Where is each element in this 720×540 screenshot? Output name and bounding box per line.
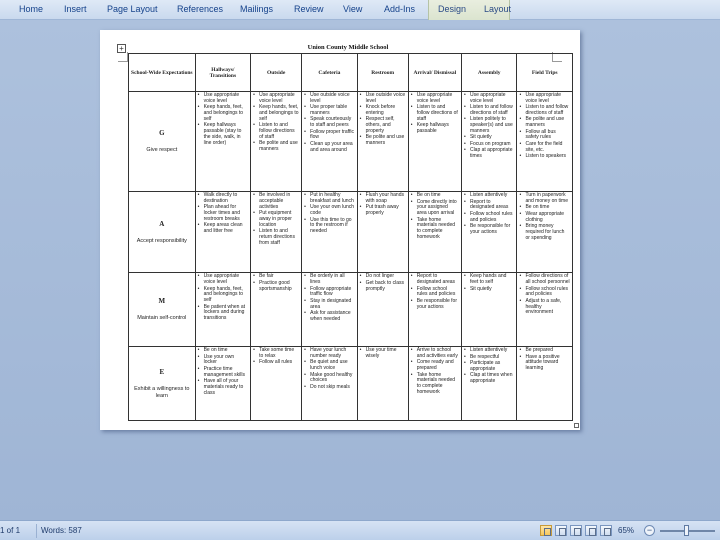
expectation-letter: A bbox=[159, 219, 165, 228]
table-cell-hallways[interactable] bbox=[195, 192, 251, 273]
list-item: • Use your own locker bbox=[198, 355, 249, 367]
expectation-cell[interactable] bbox=[129, 347, 196, 421]
header-cafeteria: Cafeteria bbox=[302, 54, 358, 92]
bullet-list bbox=[198, 93, 249, 146]
list-item: • Be polite and use manners bbox=[253, 141, 299, 153]
list-item: • Keep hallways passable bbox=[411, 123, 459, 135]
full-screen-reading-view-button[interactable] bbox=[555, 525, 567, 536]
list-item: • Use outside voice level bbox=[360, 93, 406, 105]
list-item: • Respect self, others, and property bbox=[360, 117, 406, 134]
list-item: • Sit quietly bbox=[464, 287, 515, 293]
list-item: • Put equipment away in proper location bbox=[253, 211, 299, 228]
tab-design[interactable]: Design bbox=[438, 4, 467, 14]
table-cell-restroom[interactable] bbox=[357, 347, 408, 421]
bullet-list bbox=[411, 193, 459, 241]
list-item: • Be polite and use manners bbox=[360, 135, 406, 147]
table-cell-field-trips[interactable] bbox=[517, 273, 573, 347]
bullet-list bbox=[464, 193, 515, 235]
list-item: • Report to designated areas bbox=[464, 200, 515, 212]
table-cell-assembly[interactable] bbox=[461, 92, 517, 192]
list-item: • Do not linger bbox=[360, 274, 406, 280]
expectations-table[interactable] bbox=[128, 53, 573, 421]
list-item: • Take home materials needed to complete homework bbox=[411, 218, 459, 241]
list-item: • Be prepared bbox=[519, 348, 570, 354]
table-cell-cafeteria[interactable] bbox=[302, 192, 358, 273]
table-header-row bbox=[129, 54, 573, 92]
table-cell-arrival-dismissal[interactable] bbox=[408, 273, 461, 347]
list-item: • Plan ahead for locker times and restroom breaks bbox=[198, 205, 249, 222]
bullet-list bbox=[304, 193, 355, 235]
list-item: • Ask for assistance when needed bbox=[304, 311, 355, 323]
list-item: • Walk directly to destination bbox=[198, 193, 249, 205]
table-row bbox=[129, 192, 573, 273]
bullet-list bbox=[360, 193, 406, 217]
list-item: • Come ready and prepared bbox=[411, 360, 459, 372]
table-cell-cafeteria[interactable] bbox=[302, 273, 358, 347]
list-item: • Be patient when at lockers and during transitions bbox=[198, 305, 249, 322]
list-item: • Stay in designated area bbox=[304, 299, 355, 311]
list-item: • Take some time to relax bbox=[253, 348, 299, 360]
tab-page-layout[interactable]: Page Layout bbox=[107, 4, 158, 14]
list-item: • Put trash away properly bbox=[360, 205, 406, 217]
status-bar bbox=[0, 520, 720, 540]
list-item: • Get back to class promptly bbox=[360, 281, 406, 293]
list-item: • Be respectful bbox=[464, 355, 515, 361]
list-item: • Listen to speakers bbox=[519, 154, 570, 160]
expectation-cell[interactable] bbox=[129, 273, 196, 347]
list-item: • Knock before entering bbox=[360, 105, 406, 117]
list-item: • Participate as appropriate bbox=[464, 361, 515, 373]
outline-view-button[interactable] bbox=[585, 525, 597, 536]
zoom-level[interactable]: 65% bbox=[618, 526, 635, 535]
bullet-list bbox=[253, 274, 299, 292]
expectation-phrase: Give respect bbox=[146, 147, 178, 154]
list-item: • Keep hands and feet to self bbox=[464, 274, 515, 286]
bullet-list bbox=[198, 274, 249, 322]
list-item: • Be on time bbox=[519, 205, 570, 211]
list-item: • Come directly into your assigned area upon arrival bbox=[411, 200, 459, 217]
list-item: • Follow school rules and policies bbox=[464, 212, 515, 224]
header-expectations: School-Wide Expectations bbox=[129, 54, 196, 92]
expectation-phrase: Exhibit a willingness to learn bbox=[134, 385, 190, 399]
tab-view[interactable]: View bbox=[343, 4, 363, 14]
list-item: • Have all of your materials ready to class bbox=[198, 379, 249, 396]
list-item: • Use appropriate voice level bbox=[198, 93, 249, 105]
header-restroom: Restroom bbox=[357, 54, 408, 92]
header-assembly: Assembly bbox=[461, 54, 517, 92]
word-count[interactable]: Words: 587 bbox=[41, 526, 82, 535]
tab-insert[interactable]: Insert bbox=[64, 4, 87, 14]
tab-mailings[interactable]: Mailings bbox=[240, 4, 274, 14]
list-item: • Use proper table manners bbox=[304, 105, 355, 117]
status-separator bbox=[36, 524, 37, 538]
bullet-list bbox=[198, 193, 249, 235]
list-item: • Be fair bbox=[253, 274, 299, 280]
table-cell-field-trips[interactable] bbox=[517, 192, 573, 273]
list-item: • Follow appropriate traffic flow bbox=[304, 287, 355, 299]
zoom-slider-thumb[interactable] bbox=[684, 525, 689, 536]
list-item: • Speak courteously to staff and peers bbox=[304, 117, 355, 129]
zoom-out-icon[interactable]: − bbox=[644, 525, 655, 536]
header-hallways: Hallways/ Transitions bbox=[195, 54, 251, 92]
list-item: • Use appropriate voice level bbox=[464, 93, 515, 105]
list-item: • Follow proper traffic flow bbox=[304, 130, 355, 142]
table-cell-restroom[interactable] bbox=[357, 192, 408, 273]
table-row bbox=[129, 347, 573, 421]
list-item: • Be on time bbox=[198, 348, 249, 354]
table-cell-hallways[interactable] bbox=[195, 347, 251, 421]
document-workspace[interactable] bbox=[0, 20, 720, 520]
bullet-list bbox=[360, 93, 406, 147]
list-item: • Listen politely to speaker(s) and use manners bbox=[464, 117, 515, 134]
bullet-list bbox=[519, 348, 570, 372]
move-handle-icon[interactable]: + bbox=[117, 44, 126, 53]
bullet-list bbox=[519, 193, 570, 241]
list-item: • Flush your hands with soap bbox=[360, 193, 406, 205]
bullet-list bbox=[304, 93, 355, 153]
list-item: • Keep hallways passable (stay to the side, walk, in line order) bbox=[198, 123, 249, 146]
list-item: • Be on time bbox=[411, 193, 459, 199]
bullet-list bbox=[304, 274, 355, 322]
list-item: • Keep hands, feet, and belongings to self bbox=[198, 105, 249, 122]
tab-home[interactable]: Home bbox=[19, 4, 44, 14]
bullet-list bbox=[464, 274, 515, 292]
list-item: • Use outside voice level bbox=[304, 93, 355, 105]
list-item: • Use your time wisely bbox=[360, 348, 406, 360]
list-item: • Make good healthy choices bbox=[304, 373, 355, 385]
bullet-list bbox=[411, 348, 459, 396]
header-arrival-dismissal: Arrival/ Dismissal bbox=[408, 54, 461, 92]
table-cell-outside[interactable] bbox=[251, 347, 302, 421]
list-item: • Practice time management skills bbox=[198, 367, 249, 379]
list-item: • Use this time to go to the restroom if needed bbox=[304, 218, 355, 235]
list-item: • Use appropriate voice level bbox=[198, 274, 249, 286]
table-cell-restroom[interactable] bbox=[357, 92, 408, 192]
expectation-cell[interactable] bbox=[129, 92, 196, 192]
list-item: • Follow school rules and policies bbox=[411, 287, 459, 299]
bullet-list bbox=[519, 93, 570, 160]
draft-view-button[interactable] bbox=[600, 525, 612, 536]
list-item: • Keep hands, feet, and belongings to self bbox=[253, 105, 299, 122]
list-item: • Listen attentively bbox=[464, 348, 515, 354]
table-cell-arrival-dismissal[interactable] bbox=[408, 347, 461, 421]
header-outside: Outside bbox=[251, 54, 302, 92]
list-item: • Wear appropriate clothing bbox=[519, 212, 570, 224]
table-cell-hallways[interactable] bbox=[195, 92, 251, 192]
list-item: • Listen to and follow directions of staff bbox=[464, 105, 515, 117]
list-item: • Turn in paperwork and money on time bbox=[519, 193, 570, 205]
list-item: • Be quiet and use lunch voice bbox=[304, 360, 355, 372]
document-title: Union County Middle School bbox=[307, 44, 389, 51]
list-item: • Be orderly in all lines bbox=[304, 274, 355, 286]
list-item: • Use appropriate voice level bbox=[253, 93, 299, 105]
table-cell-assembly[interactable] bbox=[461, 192, 517, 273]
tab-references[interactable]: References bbox=[177, 4, 224, 14]
list-item: • Keep hands, feet, and belongings to self bbox=[198, 287, 249, 304]
list-item: • Keep areas clean and litter free bbox=[198, 223, 249, 235]
bullet-list bbox=[360, 274, 406, 292]
expectation-phrase: Accept responsibility bbox=[136, 237, 187, 244]
bullet-list bbox=[411, 274, 459, 310]
list-item: • Bring money required for lunch or spending bbox=[519, 224, 570, 241]
header-field-trips: Field Trips bbox=[517, 54, 573, 92]
list-item: • Follow directions of all school personnel bbox=[519, 274, 570, 286]
list-item: • Be polite and use manners bbox=[519, 117, 570, 129]
web-layout-view-button[interactable] bbox=[570, 525, 582, 536]
bullet-list bbox=[198, 348, 249, 396]
table-row bbox=[129, 92, 573, 192]
list-item: • Clean up your area and area around bbox=[304, 142, 355, 154]
list-item: • Clap at times when appropriate bbox=[464, 373, 515, 385]
tab-add-ins[interactable]: Add-Ins bbox=[384, 4, 416, 14]
page-count[interactable]: 1 of 1 bbox=[0, 526, 21, 535]
list-item: • Listen to and return directions from staff bbox=[253, 229, 299, 246]
table-cell-restroom[interactable] bbox=[357, 273, 408, 347]
list-item: • Have a positive attitude toward learning bbox=[519, 355, 570, 372]
list-item: • Follow school rules and policies bbox=[519, 287, 570, 299]
table-cell-cafeteria[interactable] bbox=[302, 347, 358, 421]
table-cell-hallways[interactable] bbox=[195, 273, 251, 347]
list-item: • Use appropriate voice level bbox=[519, 93, 570, 105]
list-item: • Listen attentively bbox=[464, 193, 515, 199]
bullet-list bbox=[464, 93, 515, 160]
list-item: • Follow all rules bbox=[253, 360, 299, 366]
table-cell-outside[interactable] bbox=[251, 92, 302, 192]
bullet-list bbox=[360, 348, 406, 360]
print-layout-view-button[interactable] bbox=[540, 525, 552, 536]
expectation-cell[interactable] bbox=[129, 192, 196, 273]
bullet-list bbox=[253, 348, 299, 366]
resize-handle-icon[interactable] bbox=[574, 423, 579, 428]
table-row bbox=[129, 273, 573, 347]
bullet-list bbox=[464, 348, 515, 385]
table-cell-outside[interactable] bbox=[251, 273, 302, 347]
list-item: • Take home materials needed to complete homework bbox=[411, 373, 459, 396]
table-cell-assembly[interactable] bbox=[461, 273, 517, 347]
list-item: • Have your lunch number ready bbox=[304, 348, 355, 360]
list-item: • Arrive to school and activities early bbox=[411, 348, 459, 360]
bullet-list bbox=[253, 93, 299, 153]
list-item: • Listen to and follow directions of staff bbox=[253, 123, 299, 140]
expectation-letter: E bbox=[159, 367, 165, 376]
list-item: • Care for the field site, etc. bbox=[519, 142, 570, 154]
list-item: • Clap at appropriate times bbox=[464, 148, 515, 160]
bullet-list bbox=[304, 348, 355, 390]
bullet-list bbox=[253, 193, 299, 246]
list-item: • Adjust to a safe, healthy environment bbox=[519, 299, 570, 316]
list-item: • Be involved in acceptable activities bbox=[253, 193, 299, 210]
list-item: • Practice good sportsmanship bbox=[253, 281, 299, 293]
list-item: • Be responsible for your actions bbox=[411, 299, 459, 311]
bullet-list bbox=[411, 93, 459, 135]
table-cell-arrival-dismissal[interactable] bbox=[408, 192, 461, 273]
list-item: • Put in healthy breakfast and lunch bbox=[304, 193, 355, 205]
list-item: • Focus on program bbox=[464, 142, 515, 148]
table-cell-cafeteria[interactable] bbox=[302, 92, 358, 192]
list-item: • Be responsible for your actions bbox=[464, 224, 515, 236]
list-item: • Use your own lunch code bbox=[304, 205, 355, 217]
table-cell-field-trips[interactable] bbox=[517, 347, 573, 421]
table-cell-outside[interactable] bbox=[251, 192, 302, 273]
list-item: • Do not skip meals bbox=[304, 385, 355, 391]
list-item: • Use appropriate voice level bbox=[411, 93, 459, 105]
table-cell-arrival-dismissal[interactable] bbox=[408, 92, 461, 192]
table-cell-field-trips[interactable] bbox=[517, 92, 573, 192]
expectation-phrase: Maintain self-control bbox=[137, 315, 187, 322]
list-item: • Listen to and follow directions of staff bbox=[519, 105, 570, 117]
document-page[interactable] bbox=[100, 30, 580, 430]
list-item: • Report to designated areas bbox=[411, 274, 459, 286]
table-cell-assembly[interactable] bbox=[461, 347, 517, 421]
ribbon-tab-bar bbox=[0, 0, 720, 20]
list-item: • Listen to and follow directions of staff bbox=[411, 105, 459, 122]
bullet-list bbox=[519, 274, 570, 316]
list-item: • Sit quietly bbox=[464, 135, 515, 141]
tab-review[interactable]: Review bbox=[294, 4, 324, 14]
expectation-letter: G bbox=[159, 129, 165, 138]
margin-corner-mark bbox=[118, 52, 128, 62]
tab-layout[interactable]: Layout bbox=[484, 4, 512, 14]
list-item: • Follow all bus safety rules bbox=[519, 130, 570, 142]
expectation-letter: M bbox=[158, 297, 166, 306]
